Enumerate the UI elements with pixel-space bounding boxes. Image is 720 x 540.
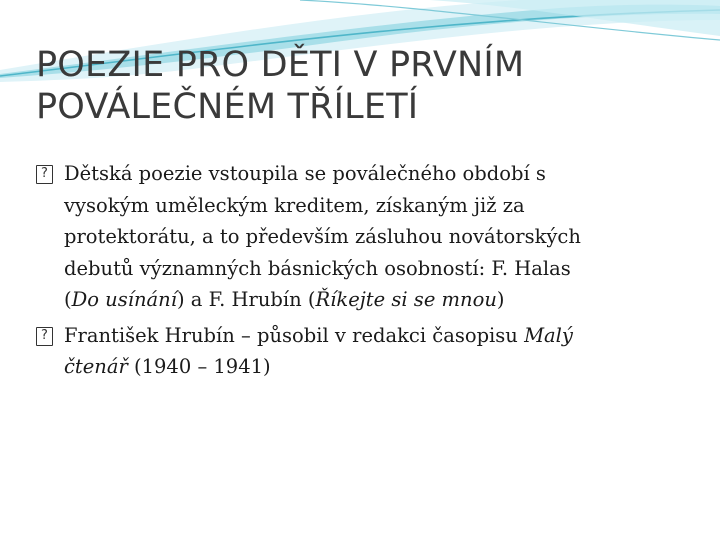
bullet-icon: ? xyxy=(36,165,53,184)
bullet-paragraph xyxy=(36,158,686,316)
text-run-italic: čtenář xyxy=(64,355,128,378)
bullet-paragraph xyxy=(36,320,686,383)
text-run: ( xyxy=(64,288,72,311)
text-run: vysokým uměleckým kreditem, získaným již za xyxy=(64,193,525,217)
text-run-italic: Malý xyxy=(524,323,573,347)
text-run: protektorátu, a to především zásluhou novátorských xyxy=(64,225,581,248)
text-run-italic: Do usínání xyxy=(71,288,177,311)
text-run: ) xyxy=(496,288,505,311)
text-run: František Hrubín – působil v redakci časopisu xyxy=(64,323,525,347)
text-run: Dětská poezie vstoupila se poválečného období s xyxy=(64,162,546,185)
text-line xyxy=(64,253,686,285)
text-run: debutů významných básnických osobností: F. Halas xyxy=(64,256,571,280)
text-run: (1940 – 1941) xyxy=(127,355,271,378)
text-line xyxy=(64,158,686,190)
text-line xyxy=(64,351,686,383)
bullet-icon: ? xyxy=(36,327,53,346)
text-line xyxy=(64,190,686,222)
text-line xyxy=(64,320,686,352)
slide-title xyxy=(36,44,696,128)
title-line-2: POVÁLEČNÉM TŘÍLETÍ xyxy=(36,87,419,127)
title-line-1: POEZIE PRO DĚTI V PRVNÍM xyxy=(36,45,525,85)
slide-body xyxy=(36,158,686,387)
text-run: ) a F. Hrubín ( xyxy=(176,288,316,311)
text-line xyxy=(64,284,686,316)
text-run-italic: Říkejte si se mnou xyxy=(315,288,497,311)
text-line xyxy=(64,221,686,253)
